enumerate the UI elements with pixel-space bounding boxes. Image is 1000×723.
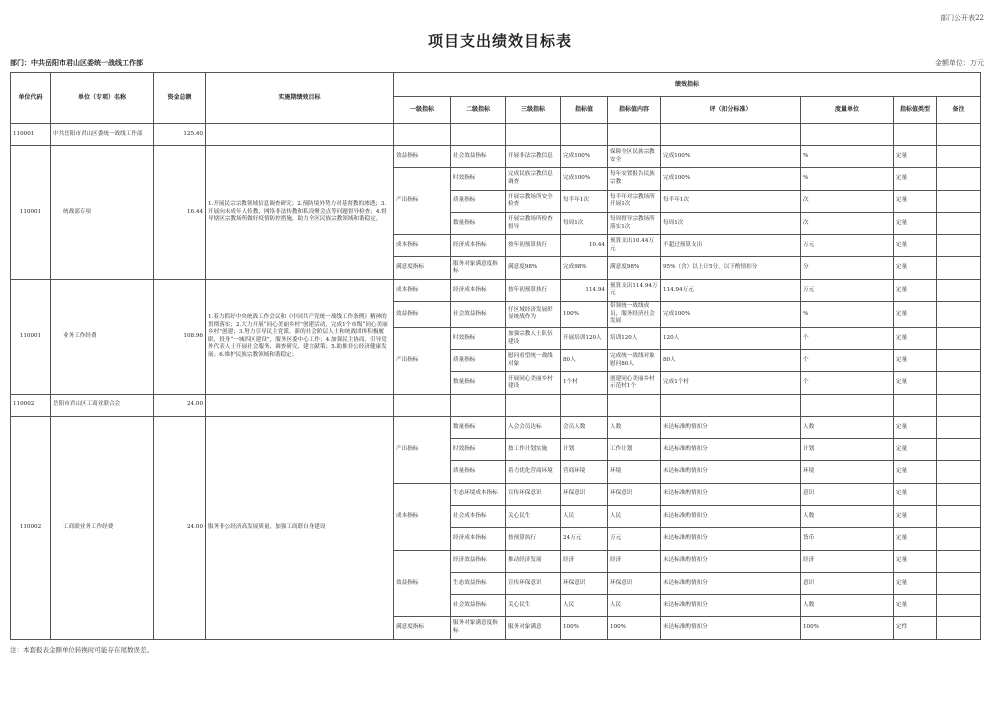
level2-indicator: 时效指标	[451, 168, 506, 190]
measure-unit: 意识	[801, 572, 894, 594]
indicator-value: 人民	[561, 595, 608, 617]
indicator-value: 会员人数	[561, 416, 608, 438]
indicator-row	[11, 146, 981, 168]
level3-indicator: 仔区域经济发展彰显统战作为	[506, 302, 561, 328]
empty-cell	[506, 124, 561, 146]
value-type: 定量	[894, 595, 937, 617]
indicator-value: 24万元	[561, 528, 608, 550]
scoring-standard: 未达标准酌情扣分	[661, 528, 801, 550]
remark	[937, 483, 981, 505]
project-code: 110002	[11, 416, 51, 639]
level1-indicator: 成本指标	[394, 235, 451, 257]
unit-amount: 125.40	[154, 124, 206, 146]
project-amount: 16.44	[154, 146, 206, 280]
level3-indicator: 按年初预算执行	[506, 279, 561, 301]
remark	[937, 372, 981, 394]
indicator-value: 114.94	[561, 279, 608, 301]
measure-unit: 货币	[801, 528, 894, 550]
footnote: 注：本套报表金额单位转换时可能存在尾数误差。	[10, 646, 153, 654]
remark	[937, 146, 981, 168]
indicator-value: 经济	[561, 550, 608, 572]
measure-unit: 分	[801, 257, 894, 279]
level2-indicator: 数量指标	[451, 212, 506, 234]
header-value: 指标值	[561, 97, 608, 124]
indicator-value-content: 万元	[608, 528, 661, 550]
measure-unit: %	[801, 168, 894, 190]
indicator-value-content: 人民	[608, 595, 661, 617]
level3-indicator: 服务对象满意	[506, 617, 561, 639]
unit-name: 中共岳阳市君山区委统一战线工作部	[51, 124, 154, 146]
scoring-standard: 未达标准酌情扣分	[661, 461, 801, 483]
level2-indicator: 社会效益指标	[451, 302, 506, 328]
indicator-value: 开展培训120人	[561, 327, 608, 349]
scoring-standard: 未达标准酌情扣分	[661, 483, 801, 505]
scoring-standard: 114.94万元	[661, 279, 801, 301]
empty-cell	[661, 124, 801, 146]
measure-unit: 个	[801, 327, 894, 349]
remark	[937, 439, 981, 461]
level2-indicator: 经济效益指标	[451, 550, 506, 572]
header-level1: 一级指标	[394, 97, 451, 124]
scoring-standard: 120人	[661, 327, 801, 349]
value-type: 定量	[894, 146, 937, 168]
value-type: 定性	[894, 617, 937, 639]
indicator-value: 环保意识	[561, 572, 608, 594]
scoring-standard: 每周1次	[661, 212, 801, 234]
level3-indicator: 宣传环保意识	[506, 483, 561, 505]
indicator-value-content: 工作计划	[608, 439, 661, 461]
level3-indicator: 满意度98%	[506, 257, 561, 279]
empty-cell	[394, 124, 451, 146]
value-type: 定量	[894, 461, 937, 483]
level2-indicator: 社会效益指标	[451, 146, 506, 168]
value-type: 定量	[894, 168, 937, 190]
empty-cell	[451, 394, 506, 416]
indicator-value-content: 环境	[608, 461, 661, 483]
indicator-value: 计划	[561, 439, 608, 461]
empty-cell	[394, 394, 451, 416]
level2-indicator: 社会成本指标	[451, 505, 506, 527]
level1-indicator: 成本指标	[394, 483, 451, 550]
measure-unit: 100%	[801, 617, 894, 639]
scoring-standard: 完成1个村	[661, 372, 801, 394]
level2-indicator: 服务对象满意度指标	[451, 617, 506, 639]
indicator-value-content: 环保意识	[608, 483, 661, 505]
indicator-row	[11, 416, 981, 438]
indicator-value: 100%	[561, 617, 608, 639]
table-body	[11, 124, 981, 640]
level2-indicator: 质量指标	[451, 461, 506, 483]
scoring-standard: 未达标准酌情扣分	[661, 505, 801, 527]
level3-indicator: 按年初预算执行	[506, 235, 561, 257]
measure-unit: 人数	[801, 505, 894, 527]
indicator-value: 环保意识	[561, 483, 608, 505]
level1-indicator: 产出指标	[394, 416, 451, 483]
project-code: 110001	[11, 279, 51, 394]
remark	[937, 302, 981, 328]
scoring-standard: 完成100%	[661, 146, 801, 168]
measure-unit: 个	[801, 372, 894, 394]
measure-unit: 人数	[801, 595, 894, 617]
value-type: 定量	[894, 257, 937, 279]
level2-indicator: 生态环境成本指标	[451, 483, 506, 505]
empty-cell	[894, 394, 937, 416]
indicator-value: 完成98%	[561, 257, 608, 279]
indicator-value-content: 预算支出10.44万元	[608, 235, 661, 257]
measure-unit: 个	[801, 350, 894, 372]
indicator-value-content: 预算支出114.94万元	[608, 279, 661, 301]
unit-amount: 24.00	[154, 394, 206, 416]
header-indicators: 绩效指标	[394, 73, 981, 97]
header-value-content: 指标值内容	[608, 97, 661, 124]
indicator-value-content: 人民	[608, 505, 661, 527]
scoring-standard: 95%（含）以上计5分，以下酌情扣分	[661, 257, 801, 279]
level2-indicator: 经济成本指标	[451, 235, 506, 257]
header-remarks: 备注	[937, 97, 981, 124]
header-unit-code: 单位代码	[11, 73, 51, 124]
level3-indicator: 开展非法宗教信息	[506, 146, 561, 168]
scoring-standard: 未达标准酌情扣分	[661, 595, 801, 617]
project-goal: 1.着力抓好中央统战工作会议和《中国共产党统一战线工作条例》精神的贯彻落实；2.大力开展“同心美丽乡村”创建活动，完成1个市级“同心美丽乡村”创建；3.努力引导民主党派、新的社会阶层人士和统战团体积极履职，投身“一城四区建设”，服务区委中心工作；4.加强民主协商，引导党外代表人士开展社会服务、调查研究、建言献策；5.助推非公经济健康发展；6.维护民族宗教领域和谐稳定；	[206, 279, 394, 394]
empty-cell	[608, 394, 661, 416]
remark	[937, 572, 981, 594]
unit-code: 110001	[11, 124, 51, 146]
indicator-value: 完成100%	[561, 168, 608, 190]
indicator-value: 完成100%	[561, 146, 608, 168]
level3-indicator: 关心民生	[506, 505, 561, 527]
value-type: 定量	[894, 505, 937, 527]
indicator-value: 100%	[561, 302, 608, 328]
empty-cell	[661, 394, 801, 416]
project-goal: 1.开展民宗宗教领域信息调查研究；2.预防境外势力对基督教的渗透；3.开展向未成年人传教、网络非法传教和私设聚会点等问题督导检查；4.督导辖区宗教场所做好疫情防控措施，助力全区民族宗教领域和谐稳定。	[206, 146, 394, 280]
header-level3: 三级指标	[506, 97, 561, 124]
unit-name: 岳阳市君山区工商业联合会	[51, 394, 154, 416]
value-type: 定量	[894, 302, 937, 328]
remark	[937, 350, 981, 372]
measure-unit: %	[801, 146, 894, 168]
indicator-value-content: 带领统一战线成员，服务经济社会发展	[608, 302, 661, 328]
level3-indicator: 完成民族宗教信息调查	[506, 168, 561, 190]
value-type: 定量	[894, 416, 937, 438]
performance-target-table	[10, 72, 981, 640]
unit-goal	[206, 124, 394, 146]
level3-indicator: 按预算执行	[506, 528, 561, 550]
remark	[937, 617, 981, 639]
empty-cell	[894, 124, 937, 146]
form-number: 部门公开表22	[940, 14, 984, 22]
scoring-standard: 不超过预算支出	[661, 235, 801, 257]
level2-indicator: 时效指标	[451, 439, 506, 461]
indicator-value-content: 每半年对宗教场所开展1次	[608, 190, 661, 212]
remark	[937, 212, 981, 234]
measure-unit: %	[801, 302, 894, 328]
measure-unit: 环境	[801, 461, 894, 483]
unit-row	[11, 394, 981, 416]
level3-indicator: 关心民生	[506, 595, 561, 617]
scoring-standard: 未达标准酌情扣分	[661, 550, 801, 572]
remark	[937, 461, 981, 483]
level2-indicator: 数量指标	[451, 372, 506, 394]
remark	[937, 550, 981, 572]
unit-goal	[206, 394, 394, 416]
remark	[937, 528, 981, 550]
measure-unit: 次	[801, 212, 894, 234]
level2-indicator: 质量指标	[451, 190, 506, 212]
indicator-value-content: 100%	[608, 617, 661, 639]
level3-indicator: 开展同心美丽乡村建设	[506, 372, 561, 394]
value-type: 定量	[894, 327, 937, 349]
indicator-value: 人民	[561, 505, 608, 527]
level3-indicator: 推动经济发展	[506, 550, 561, 572]
indicator-value: 1个村	[561, 372, 608, 394]
department-label: 部门：中共岳阳市君山区委统一战线工作部	[10, 59, 143, 67]
level3-indicator: 入会会员达标	[506, 416, 561, 438]
indicator-value-content: 完成统一战线对象慰问80人	[608, 350, 661, 372]
indicator-value: 每周1次	[561, 212, 608, 234]
level2-indicator: 社会效益指标	[451, 595, 506, 617]
level2-indicator: 质量指标	[451, 350, 506, 372]
remark	[937, 279, 981, 301]
empty-cell	[451, 124, 506, 146]
remark	[937, 327, 981, 349]
level3-indicator: 着力优化营商环境	[506, 461, 561, 483]
level1-indicator: 产出指标	[394, 327, 451, 394]
scoring-standard: 完成100%	[661, 168, 801, 190]
project-goal: 服务非公经济高发展质量，加强工商联自身建设	[206, 416, 394, 639]
scoring-standard: 未达标准酌情扣分	[661, 617, 801, 639]
level3-indicator: 加强宗教人士队伍建设	[506, 327, 561, 349]
page-title: 项目支出绩效目标表	[427, 32, 572, 50]
header-unit-name: 单位（专项）名称	[51, 73, 154, 124]
level1-indicator: 满意度指标	[394, 257, 451, 279]
remark	[937, 416, 981, 438]
value-type: 定量	[894, 550, 937, 572]
header-scoring: 评（扣分标准）	[661, 97, 801, 124]
value-type: 定量	[894, 439, 937, 461]
remark	[937, 168, 981, 190]
project-amount: 24.00	[154, 416, 206, 639]
level1-indicator: 效益指标	[394, 302, 451, 328]
indicator-value-content: 每周督导宗教场所落实1次	[608, 212, 661, 234]
indicator-value: 80人	[561, 350, 608, 372]
level3-indicator: 开展宗教场所检查督导	[506, 212, 561, 234]
header-goals: 实施期绩效目标	[206, 73, 394, 124]
remark	[937, 595, 981, 617]
empty-cell	[801, 124, 894, 146]
value-type: 定量	[894, 372, 937, 394]
indicator-row	[11, 279, 981, 301]
project-amount: 108.96	[154, 279, 206, 394]
value-type: 定量	[894, 212, 937, 234]
indicator-value-content: 创建同心美丽乡村示范村1个	[608, 372, 661, 394]
remark	[937, 190, 981, 212]
project-name: 统战部专项	[51, 146, 154, 280]
value-type: 定量	[894, 572, 937, 594]
level2-indicator: 时效指标	[451, 327, 506, 349]
level3-indicator: 慰问看望统一战线对象	[506, 350, 561, 372]
level3-indicator: 按工作计划实施	[506, 439, 561, 461]
empty-cell	[608, 124, 661, 146]
level1-indicator: 成本指标	[394, 279, 451, 301]
indicator-value-content: 培训120人	[608, 327, 661, 349]
indicator-value-content: 经济	[608, 550, 661, 572]
indicator-value: 营商环境	[561, 461, 608, 483]
amount-unit-label: 金额单位：万元	[935, 59, 984, 67]
scoring-standard: 80人	[661, 350, 801, 372]
measure-unit: 经济	[801, 550, 894, 572]
measure-unit: 万元	[801, 235, 894, 257]
indicator-value: 10.44	[561, 235, 608, 257]
header-measure-unit: 度量单位	[801, 97, 894, 124]
level2-indicator: 生态效益指标	[451, 572, 506, 594]
indicator-value-content: 每年安置报告民族宗教	[608, 168, 661, 190]
remark	[937, 235, 981, 257]
project-name: 业务工作经费	[51, 279, 154, 394]
scoring-standard: 未达标准酌情扣分	[661, 439, 801, 461]
indicator-value-content: 满意度98%	[608, 257, 661, 279]
unit-row	[11, 124, 981, 146]
project-name: 工商联业务工作经费	[51, 416, 154, 639]
unit-code: 110002	[11, 394, 51, 416]
project-code: 110001	[11, 146, 51, 280]
measure-unit: 次	[801, 190, 894, 212]
level2-indicator: 数量指标	[451, 416, 506, 438]
measure-unit: 人数	[801, 416, 894, 438]
level2-indicator: 服务对象满意度指标	[451, 257, 506, 279]
scoring-standard: 每半年1次	[661, 190, 801, 212]
value-type: 定量	[894, 483, 937, 505]
scoring-standard: 完成100%	[661, 302, 801, 328]
indicator-value: 每半年1次	[561, 190, 608, 212]
level2-indicator: 经济成本指标	[451, 528, 506, 550]
level1-indicator: 满意度指标	[394, 617, 451, 639]
scoring-standard: 未达标准酌情扣分	[661, 572, 801, 594]
level3-indicator: 开展宗教场所安全检查	[506, 190, 561, 212]
measure-unit: 计划	[801, 439, 894, 461]
level2-indicator: 经济成本指标	[451, 279, 506, 301]
value-type: 定量	[894, 279, 937, 301]
measure-unit: 意识	[801, 483, 894, 505]
header-total-funds: 资金总额	[154, 73, 206, 124]
level1-indicator: 效益指标	[394, 146, 451, 168]
remark	[937, 505, 981, 527]
scoring-standard: 未达标准酌情扣分	[661, 416, 801, 438]
empty-cell	[937, 394, 981, 416]
level1-indicator: 效益指标	[394, 550, 451, 617]
header-level2: 二级指标	[451, 97, 506, 124]
indicator-value-content: 保障全区民族宗教安全	[608, 146, 661, 168]
remark	[937, 257, 981, 279]
empty-cell	[561, 124, 608, 146]
level3-indicator: 宣传环保意识	[506, 572, 561, 594]
value-type: 定量	[894, 350, 937, 372]
indicator-value-content: 环保意识	[608, 572, 661, 594]
empty-cell	[801, 394, 894, 416]
value-type: 定量	[894, 235, 937, 257]
indicator-value-content: 人数	[608, 416, 661, 438]
measure-unit: 万元	[801, 279, 894, 301]
value-type: 定量	[894, 190, 937, 212]
header-value-type: 指标值类型	[894, 97, 937, 124]
level1-indicator: 产出指标	[394, 168, 451, 235]
empty-cell	[506, 394, 561, 416]
empty-cell	[561, 394, 608, 416]
empty-cell	[937, 124, 981, 146]
value-type: 定量	[894, 528, 937, 550]
